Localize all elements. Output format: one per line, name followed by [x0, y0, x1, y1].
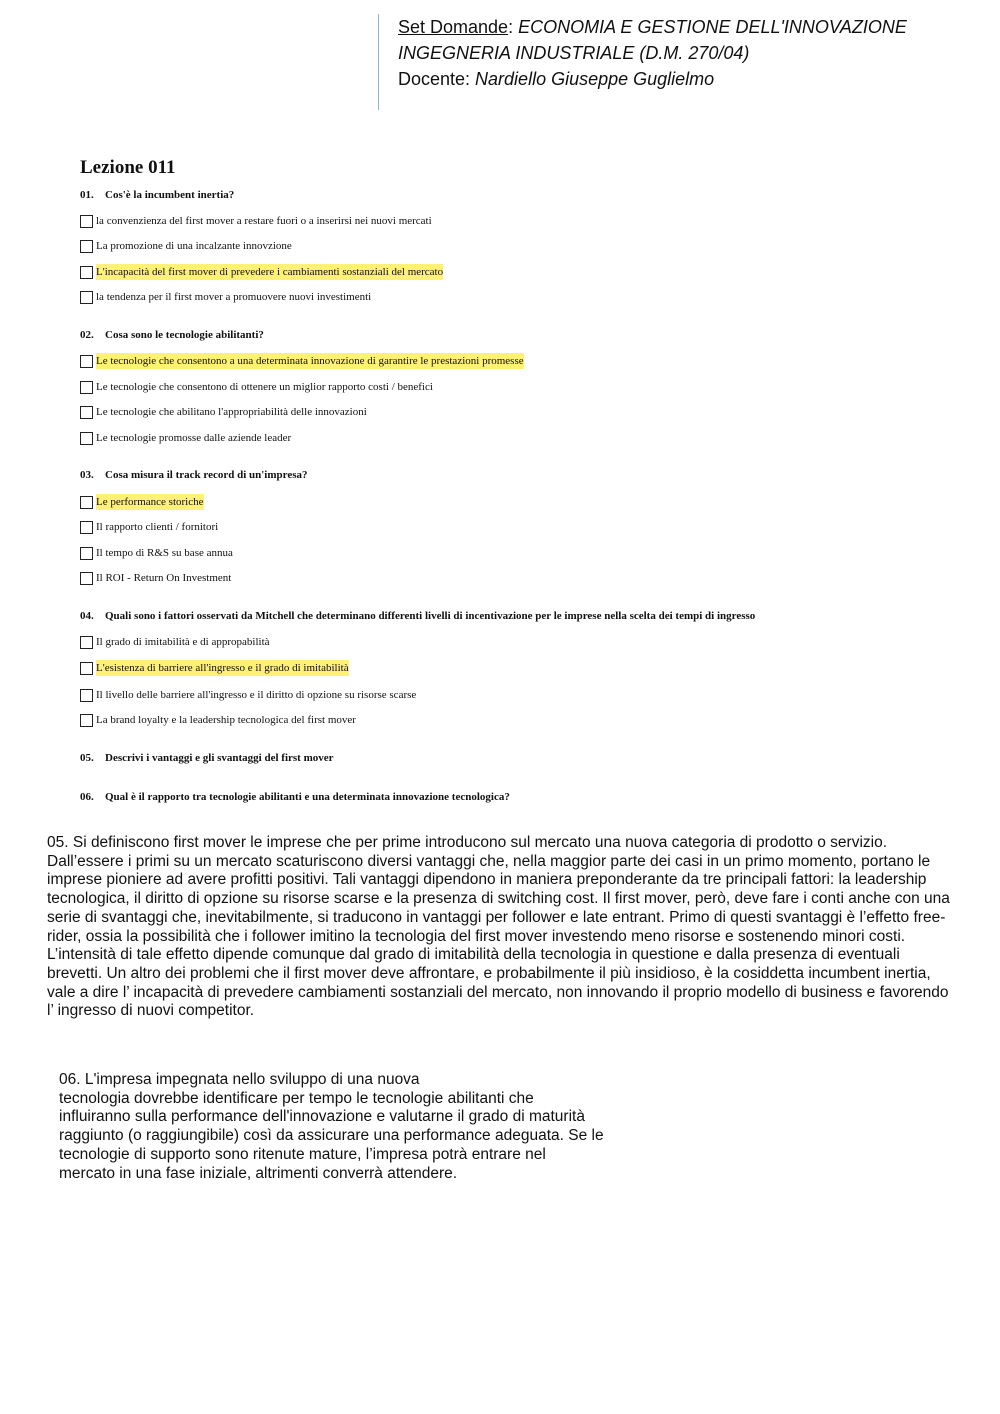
option-04-c[interactable] [80, 687, 416, 703]
question-04 [80, 610, 755, 622]
option-text: la convenzienza del first mover a restare fuori o a inserirsi nei nuovi mercati [96, 215, 432, 227]
option-text: Il livello delle barriere all'ingresso e il diritto di opzione su risorse scarse [96, 689, 417, 701]
option-text: Il rapporto clienti / fornitori [96, 521, 219, 533]
checkbox[interactable] [80, 381, 93, 394]
checkbox[interactable] [80, 266, 93, 279]
course-title-line2: INGEGNERIA INDUSTRIALE (D.M. 270/04) [398, 43, 750, 63]
checkbox[interactable] [80, 240, 93, 253]
option-02-a[interactable] [80, 353, 524, 369]
option-text: La brand loyalty e la leadership tecnologica del first mover [96, 714, 356, 726]
question-06 [80, 791, 510, 803]
question-02 [80, 329, 264, 341]
question-text: Cos'è la incumbent inertia? [105, 189, 235, 201]
option-text: Il grado di imitabilità e di appropabilità [96, 636, 270, 648]
document-header [378, 14, 998, 110]
option-04-b[interactable] [80, 660, 349, 676]
checkbox[interactable] [80, 662, 93, 675]
option-01-c[interactable] [80, 264, 443, 280]
checkbox[interactable] [80, 406, 93, 419]
option-04-d[interactable] [80, 712, 356, 728]
option-text: La promozione di una incalzante innovzione [96, 240, 292, 252]
option-text: Le tecnologie promosse dalle aziende leader [96, 432, 292, 444]
option-text: la tendenza per il first mover a promuovere nuovi investimenti [96, 291, 372, 303]
option-text: Le tecnologie che abilitano l'appropriabilità delle innovazioni [96, 406, 367, 418]
option-04-a[interactable] [80, 634, 270, 650]
checkbox[interactable] [80, 636, 93, 649]
question-text: Cosa misura il track record di un'impresa? [105, 469, 308, 481]
option-text-highlighted: Le performance storiche [96, 496, 204, 508]
question-01 [80, 189, 234, 201]
checkbox[interactable] [80, 291, 93, 304]
option-text: Le tecnologie che consentono di ottenere un miglior rapporto costi / benefici [96, 381, 433, 393]
lesson-title: Lezione 011 [80, 157, 176, 178]
option-text-highlighted: Le tecnologie che consentono a una determinata innovazione di garantire le prestazioni promesse [96, 355, 524, 367]
option-02-c[interactable] [80, 404, 367, 420]
answer-05: 05. Si definiscono first mover le imprese che per prime introducono sul mercato una nuova categoria di prodotto o servizio. Dall’essere i primi su un mercato scaturiscono diversi vantaggi che, nella maggior parte dei casi in un primo momento, portano le imprese pioniere ad avere profitti positivi. Tali vantaggi dipendono in maniera preponderante da tre principali fattori: la leadership tecnologica, il diritto di opzione su risorse scarse e la presenza di switching cost. Il first mover, però, deve fare i conti anche con una serie di svantaggi che, inevitabilmente, si traducono in vantaggi per follower e late entrant. Primo di questi svantaggi è l’effetto free-rider, ossia la possibilità che i follower imitino la tecnologia del first mover investendo meno risorse e sostenendo minori costi. L’intensità di tale effetto dipende comunque dal grado di imitabilità della tecnologia in questione e dalla presenza di eventuali brevetti. Un altro dei problemi che il first mover deve affrontare, e probabilmente il più insidioso, è la cosiddetta incumbent inertia, vale a dire l’ incapacità di prevedere cambiamenti sostanziali del mercato, non innovando il proprio modello di business e favorendo l’ ingresso di nuovi competitor. [47, 834, 950, 1020]
question-number: 05. [80, 752, 94, 764]
option-03-b[interactable] [80, 519, 218, 535]
option-02-b[interactable] [80, 379, 433, 395]
checkbox[interactable] [80, 215, 93, 228]
option-text: Il tempo di R&S su base annua [96, 547, 233, 559]
checkbox[interactable] [80, 689, 93, 702]
question-number: 04. [80, 610, 94, 622]
option-02-d[interactable] [80, 430, 291, 446]
option-03-a[interactable] [80, 494, 204, 510]
option-03-c[interactable] [80, 545, 233, 561]
checkbox[interactable] [80, 521, 93, 534]
question-number: 03. [80, 469, 94, 481]
option-text: Il ROI - Return On Investment [96, 572, 232, 584]
option-01-a[interactable] [80, 213, 432, 229]
option-03-d[interactable] [80, 570, 231, 586]
question-number: 02. [80, 329, 94, 341]
set-label: Set Domande [398, 17, 509, 37]
option-01-b[interactable] [80, 238, 292, 254]
course-title-line1: ECONOMIA E GESTIONE DELL'INNOVAZIONE [518, 17, 907, 37]
question-text: Descrivi i vantaggi e gli svantaggi del first mover [105, 752, 334, 764]
checkbox[interactable] [80, 355, 93, 368]
question-03 [80, 469, 307, 481]
option-text-highlighted: L'esistenza di barriere all'ingresso e il grado di imitabilità [96, 662, 349, 674]
option-text-highlighted: L'incapacità del first mover di prevedere i cambiamenti sostanziali del mercato [96, 266, 444, 278]
option-01-d[interactable] [80, 289, 371, 305]
checkbox[interactable] [80, 572, 93, 585]
teacher-name: Nardiello Giuseppe Guglielmo [475, 69, 715, 89]
question-text: Quali sono i fattori osservati da Mitchell che determinano differenti livelli di incentivazione per le imprese nella scelta dei tempi di ingresso [105, 610, 756, 622]
checkbox[interactable] [80, 432, 93, 445]
question-number: 06. [80, 791, 94, 803]
teacher-label: Docente: [398, 69, 476, 89]
answer-06: 06. L'impresa impegnata nello sviluppo di una nuova tecnologia dovrebbe identificare per tempo le tecnologie abilitanti che influiranno sulla performance dell'innovazione e valutarne il grado di maturità raggiunto (o raggiungibile) così da assicurare una performance adeguata. Se le tecnologie di supporto sono ritenute mature, l’impresa potrà entrare nel mercato in una fase iniziale, altrimenti converrà attendere. [59, 1071, 604, 1182]
question-number: 01. [80, 189, 94, 201]
checkbox[interactable] [80, 714, 93, 727]
question-text: Qual è il rapporto tra tecnologie abilitanti e una determinata innovazione tecnologica? [105, 791, 510, 803]
checkbox[interactable] [80, 547, 93, 560]
set-separator: : [508, 17, 519, 37]
checkbox[interactable] [80, 496, 93, 509]
question-text: Cosa sono le tecnologie abilitanti? [105, 329, 264, 341]
question-05 [80, 752, 334, 764]
